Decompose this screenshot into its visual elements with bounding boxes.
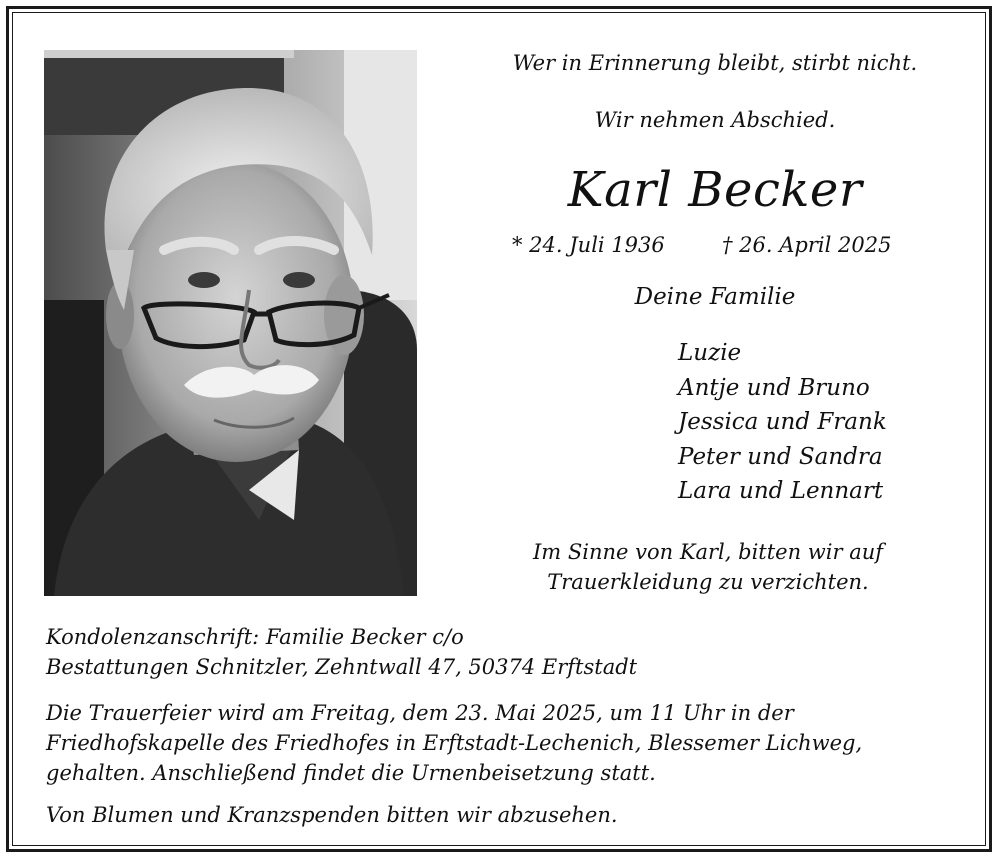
family-member: Lara und Lennart [678,478,884,504]
condolence-line: Kondolenzanschrift: Familie Becker c/o [46,625,464,649]
motto: Wer in Erinnerung bleibt, stirbt nicht. [512,51,918,75]
ceremony-line: Friedhofskapelle des Friedhofes in Erftstadt-Lechenich, Blessemer Lichweg, [46,731,863,755]
family-member: Peter und Sandra [678,443,883,470]
deceased-name: Karl Becker [567,162,863,218]
family-members [678,336,887,509]
condolence-line: Bestattungen Schnitzler, Zehntwall 47, 50374 Erftstadt [46,655,638,679]
clothing-request-line: Trauerkleidung zu verzichten. [547,570,869,594]
family-member: Luzie [678,340,742,366]
flowers-request: Von Blumen und Kranzspenden bitten wir abzusehen. [46,803,618,827]
farewell-line: Wir nehmen Abschied. [594,108,836,132]
condolence-address [46,622,637,682]
clothing-request-line: Im Sinne von Karl, bitten wir auf [532,540,884,564]
family-member: Antje und Bruno [678,374,870,401]
ceremony-line: gehalten. Anschließend findet die Urnenbeisetzung statt. [46,761,656,785]
portrait-photo [44,50,417,596]
birth-date: * 24. Juli 1936 [512,233,665,257]
family-title: Deine Familie [634,284,796,310]
ceremony-line: Die Trauerfeier wird am Freitag, dem 23. Mai 2025, um 11 Uhr in der [46,701,794,725]
ceremony-info [46,698,862,788]
clothing-request [470,537,946,597]
family-member: Jessica und Frank [678,409,887,435]
death-date: † 26. April 2025 [722,233,892,257]
